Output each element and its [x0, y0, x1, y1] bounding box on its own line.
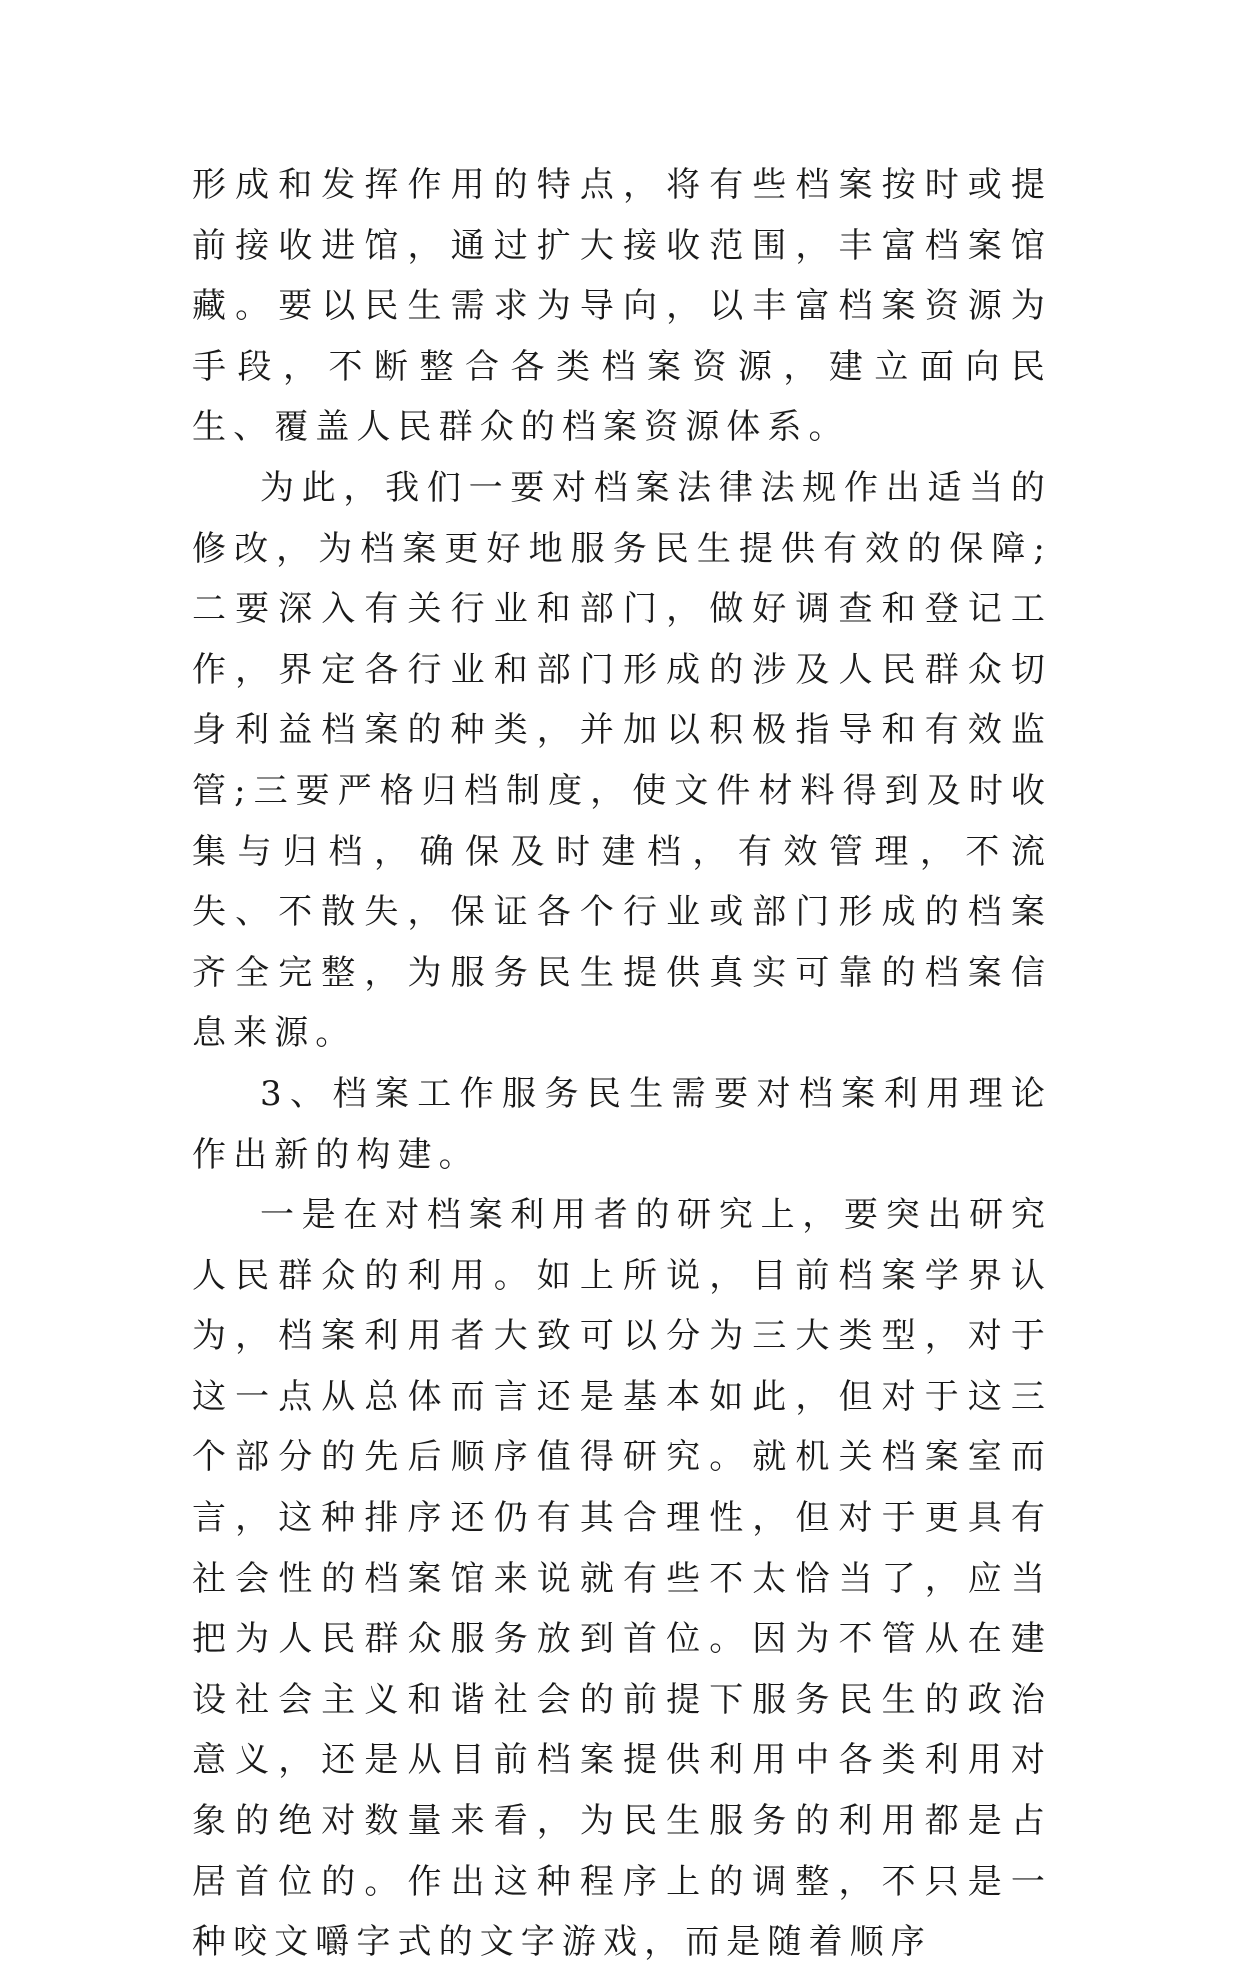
- body-text: [192, 155, 1052, 1973]
- paragraph-3: 3、档案工作服务民生需要对档案利用理论作出新的构建。: [192, 1073, 1052, 1175]
- paragraph-4: 一是在对档案利用者的研究上，要突出研究人民群众的利用。如上所说，目前档案学界认为，档案利用者大致可以分为三大类型，对于这一点从总体而言还是基本如此，但对于这三个部分的先后顺序值得研究。就机关档案室而言，这种排序还仍有其合理性，但对于更具有社会性的档案馆来说就有些不太恰当了，应当把为人民群众服务放到首位。因为不管从在建设社会主义和谐社会的前提下服务民生的政治意义，还是从目前档案提供利用中各类利用对象的绝对数量来看，为民生服务的利用都是占居首位的。作出这种程序上的调整，不只是一种咬文嚼字式的文字游戏，而是随着顺序: [192, 1195, 1052, 1963]
- paragraph-2: 为此，我们一要对档案法律法规作出适当的修改，为档案更好地服务民生提供有效的保障;二要深入有关行业和部门，做好调查和登记工作，界定各行业和部门形成的涉及人民群众切身利益档案的种类，并加以积极指导和有效监管;三要严格归档制度，使文件材料得到及时收集与归档，确保及时建档，有效管理，不流失、不散失，保证各个行业或部门形成的档案齐全完整，为服务民生提供真实可靠的档案信息来源。: [192, 467, 1052, 1054]
- paragraph-1: 形成和发挥作用的特点，将有些档案按时或提前接收进馆，通过扩大接收范围，丰富档案馆藏。要以民生需求为导向，以丰富档案资源为手段，不断整合各类档案资源，建立面向民生、覆盖人民群众的档案资源体系。: [192, 165, 1052, 448]
